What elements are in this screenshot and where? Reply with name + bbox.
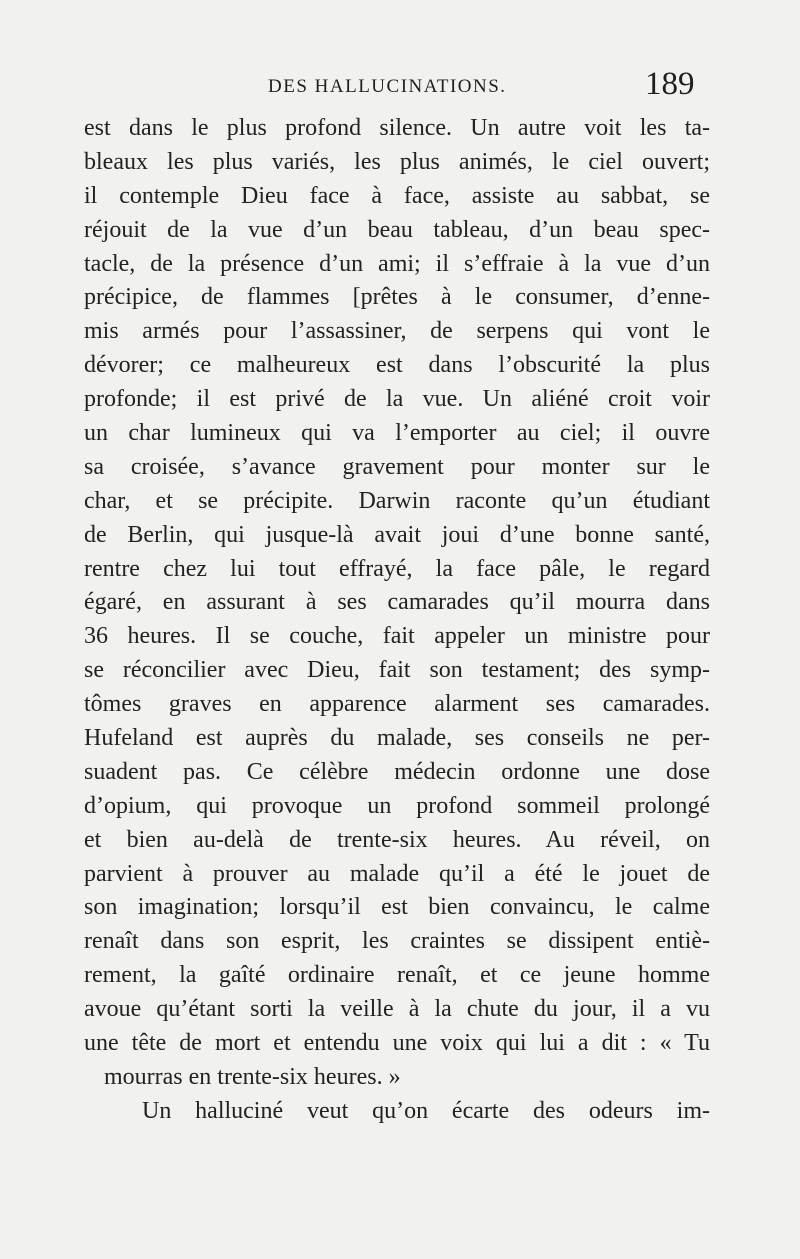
text-line: rement, la gaîté ordinaire renaît, et ce jeune homme <box>84 962 710 989</box>
text-line: renaît dans son esprit, les craintes se dissipent entiè- <box>84 928 710 955</box>
text-line: profonde; il est privé de la vue. Un aliéné croit voir <box>84 386 710 413</box>
paragraph-last-line: mourras en trente-six heures. » <box>104 1063 401 1090</box>
text-line: suadent pas. Ce célèbre médecin ordonne une dose <box>84 758 710 785</box>
text-line: précipice, de flammes [prêtes à le consumer, d’enne- <box>84 284 710 311</box>
text-line: tômes graves en apparence alarment ses camarades. <box>84 691 710 718</box>
text-line: une tête de mort et entendu une voix qui lui a dit : « Tu <box>84 1030 710 1057</box>
text-line: un char lumineux qui va l’emporter au ciel; il ouvre <box>84 420 710 447</box>
text-line: rentre chez lui tout effrayé, la face pâle, le regard <box>84 555 710 582</box>
page-header <box>0 66 800 112</box>
text-line: char, et se précipite. Darwin raconte qu’un étudiant <box>84 487 710 514</box>
text-line: et bien au-delà de trente-six heures. Au réveil, on <box>84 826 710 853</box>
text-line: 36 heures. Il se couche, fait appeler un ministre pour <box>84 623 710 650</box>
text-line: réjouit de la vue d’un beau tableau, d’un beau spec- <box>84 216 710 243</box>
text-line: bleaux les plus variés, les plus animés, le ciel ouvert; <box>84 148 710 175</box>
text-line: avoue qu’étant sorti la veille à la chute du jour, il a vu <box>84 996 710 1023</box>
running-title: DES HALLUCINATIONS. <box>268 76 507 97</box>
text-line: son imagination; lorsqu’il est bien convaincu, le calme <box>84 894 710 921</box>
text-line: tacle, de la présence d’un ami; il s’effraie à la vue d’un <box>84 250 710 277</box>
text-line: Hufeland est auprès du malade, ses conseils ne per- <box>84 725 710 752</box>
text-line: de Berlin, qui jusque-là avait joui d’une bonne santé, <box>84 521 710 548</box>
text-line: égaré, en assurant à ses camarades qu’il mourra dans <box>84 589 710 616</box>
text-line: se réconcilier avec Dieu, fait son testament; des symp- <box>84 657 710 684</box>
page-number: 189 <box>645 66 695 102</box>
text-line: est dans le plus profond silence. Un autre voit les ta- <box>84 115 710 141</box>
text-line: mis armés pour l’assassiner, de serpens qui vont le <box>84 318 710 345</box>
paragraph-first-line: Un halluciné veut qu’on écarte des odeurs im- <box>142 1097 710 1124</box>
text-line: dévorer; ce malheureux est dans l’obscurité la plus <box>84 352 710 379</box>
body-text <box>84 112 710 1129</box>
text-line: parvient à prouver au malade qu’il a été le jouet de <box>84 860 710 887</box>
text-line: d’opium, qui provoque un profond sommeil prolongé <box>84 792 710 819</box>
text-line: il contemple Dieu face à face, assiste au sabbat, se <box>84 182 710 209</box>
text-line: sa croisée, s’avance gravement pour monter sur le <box>84 453 710 480</box>
